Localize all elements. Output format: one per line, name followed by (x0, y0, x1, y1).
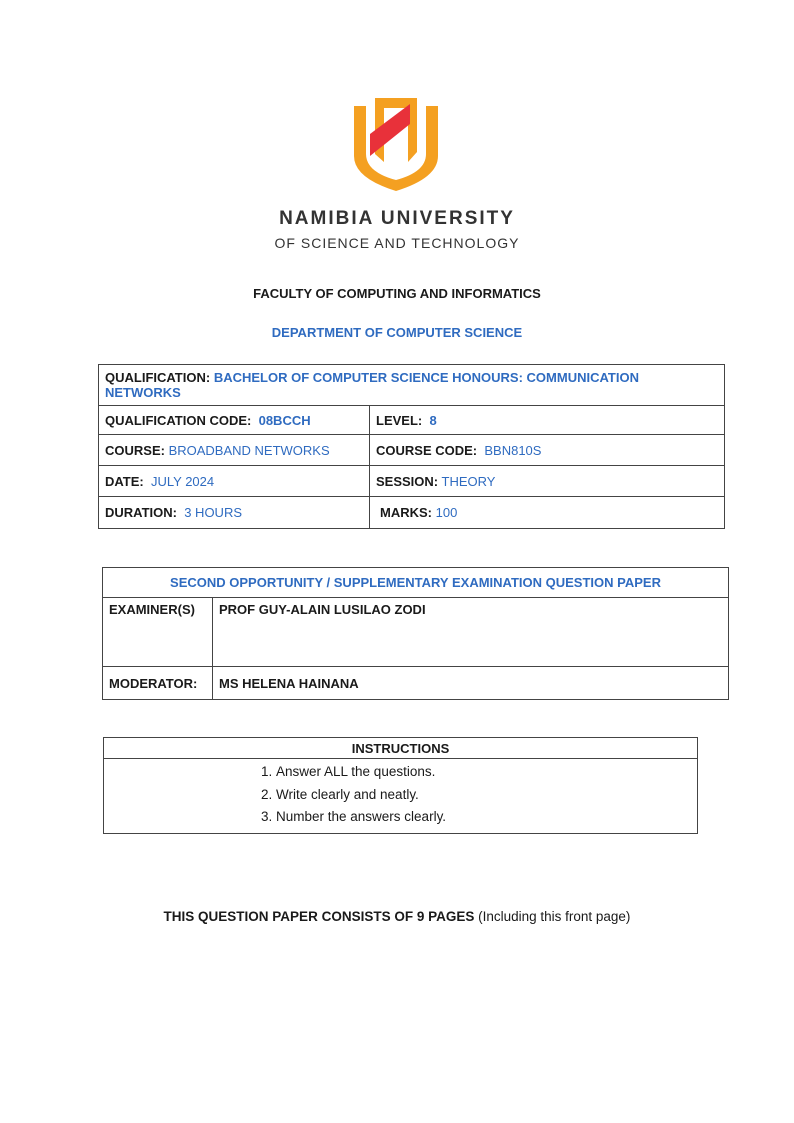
university-subtitle: OF SCIENCE AND TECHNOLOGY (274, 235, 520, 251)
session-label: SESSION: (376, 473, 439, 489)
instructions-title: INSTRUCTIONS (104, 738, 698, 759)
date-label: DATE: (105, 473, 144, 489)
instruction-item: 2. Write clearly and neatly. (276, 784, 697, 807)
course-code-value: BBN810S (484, 442, 542, 458)
marks-value: 100 (435, 505, 458, 520)
instruction-item: 3. Number the answers clearly. (276, 806, 697, 829)
marks-label: MARKS: (380, 505, 432, 520)
faculty-heading: FACULTY OF COMPUTING AND INFORMATICS (253, 286, 541, 301)
examiner-label: EXAMINER(S) (103, 598, 213, 667)
session-value: THEORY (441, 473, 496, 489)
moderator-value: MS HELENA HAINANA (213, 667, 729, 700)
qual-code-value: 08BCCH (258, 412, 311, 428)
moderator-label: MODERATOR: (103, 667, 213, 700)
qualification-label: QUALIFICATION: (105, 370, 211, 385)
duration-label: DURATION: (105, 505, 177, 520)
qualification-value: BACHELOR OF COMPUTER SCIENCE HONOURS: COMMUNICATION NETWORKS (105, 370, 639, 400)
qual-code-label: QUALIFICATION CODE: (105, 412, 252, 428)
course-label: COURSE: (105, 442, 165, 458)
course-value: BROADBAND NETWORKS (168, 442, 330, 458)
page-count-normal: (Including this front page) (474, 909, 631, 924)
examiner-value: PROF GUY-ALAIN LUSILAO ZODI (213, 598, 729, 667)
course-details-table (98, 364, 725, 529)
date-value: JULY 2024 (151, 473, 215, 489)
duration-value: 3 HOURS (184, 505, 243, 520)
university-shield-logo (350, 94, 442, 192)
exam-type-title: SECOND OPPORTUNITY / SUPPLEMENTARY EXAMINATION QUESTION PAPER (103, 568, 729, 598)
page-count-bold: THIS QUESTION PAPER CONSISTS OF 9 PAGES (163, 909, 475, 924)
examiners-table (102, 567, 729, 700)
page-count-note (0, 909, 794, 924)
instruction-item: 1. Answer ALL the questions. (276, 761, 697, 784)
level-label: LEVEL: (376, 412, 423, 428)
instructions-list (104, 761, 697, 829)
department-heading: DEPARTMENT OF COMPUTER SCIENCE (271, 325, 523, 340)
level-value: 8 (429, 412, 437, 428)
course-code-label: COURSE CODE: (376, 442, 478, 458)
university-name: NAMIBIA UNIVERSITY (279, 208, 515, 229)
instructions-table (103, 737, 698, 834)
